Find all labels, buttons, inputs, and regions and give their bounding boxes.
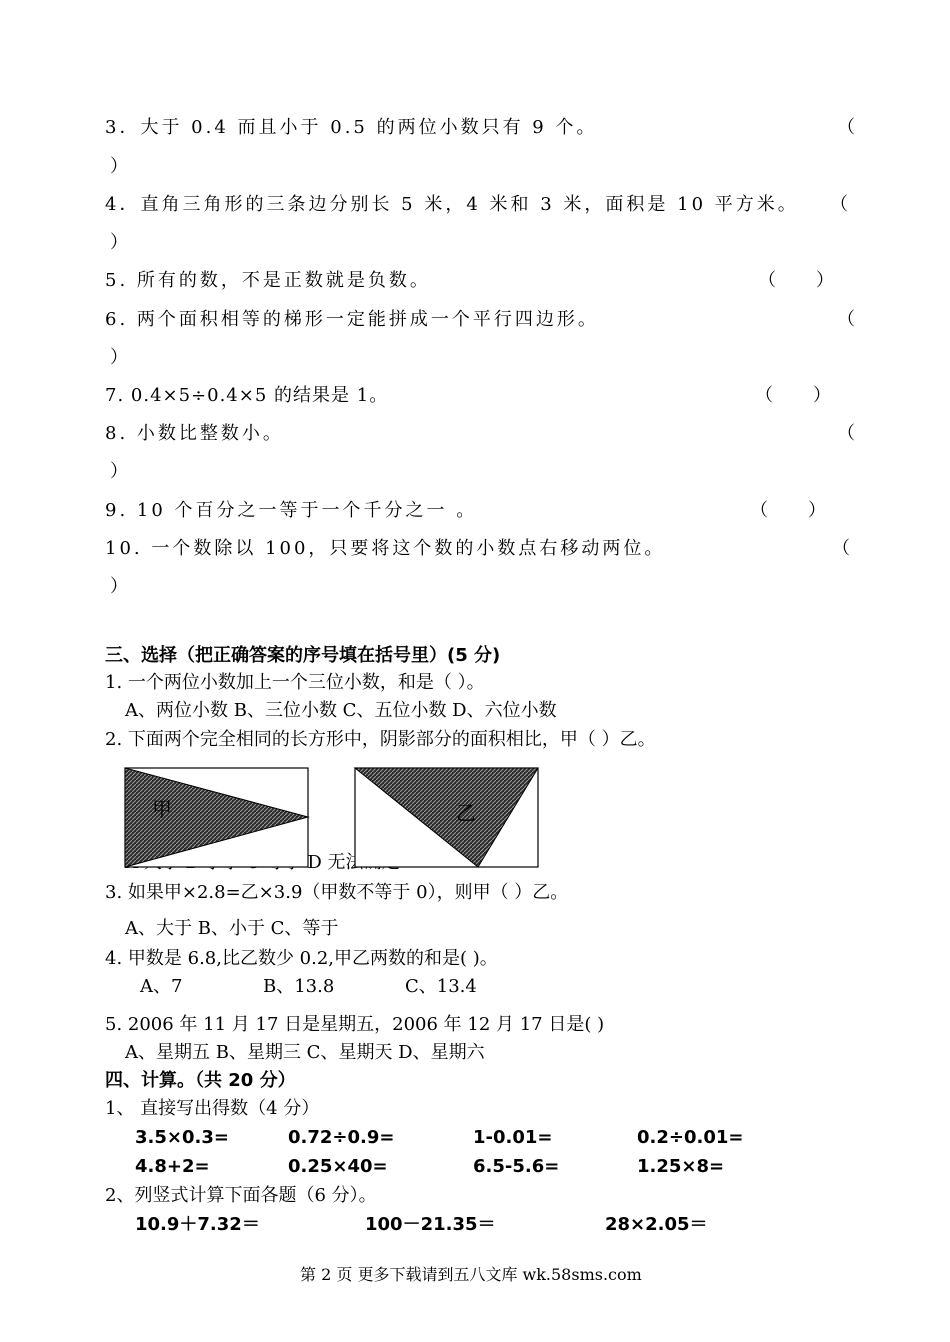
calc-expr: 6.5-5.6= [473,1156,560,1177]
calc-expr: 1.25×8= [637,1156,725,1177]
vertical-calc-expr: 28×2.05＝ [605,1214,708,1235]
paren-close: ） [110,347,128,368]
choice-q3: 3. 如果甲×2.8=乙×3.9（甲数不等于 0），则甲（ ）乙。 [105,882,569,903]
item-text: 3．大于 0.4 而且小于 0.5 的两位小数只有 9 个。 [105,117,598,138]
answer-paren: （ ） [755,385,832,406]
choice-q5-options: A、星期五 B、星期三 C、星期天 D、星期六 [125,1042,485,1063]
item-text: 9. 10 个百分之一等于一个千分之一 。 [105,500,478,521]
section-3-title: 三、选择（把正确答案的序号填在括号里）(5 分) [105,645,501,666]
paren-open: （ [830,194,848,215]
calc-expr: 0.2÷0.01= [637,1127,744,1148]
item-text: 5. 所有的数，不是正数就是负数。 [105,270,431,291]
choice-q1: 1. 一个两位小数加上一个三位小数，和是（ ）。 [105,672,485,693]
calc-expr: 0.25×40= [288,1156,388,1177]
paren-close: ） [110,156,128,177]
item-text: 7. 0.4×5÷0.4×5 的结果是 1。 [105,385,389,406]
vertical-calc-expr: 100－21.35＝ [365,1214,496,1235]
paren-open: （ [837,309,855,330]
choice-q4-option-b: B、13.8 [263,976,335,997]
item-text: 8. 小数比整数小。 [105,423,284,444]
paren-close: ） [110,461,128,482]
answer-paren: （ ） [758,270,835,291]
paren-close: ） [110,232,128,253]
choice-q2: 2. 下面两个完全相同的长方形中，阴影部分的面积相比，甲（ ）乙。 [105,729,656,750]
choice-q5: 5. 2006 年 11 月 17 日是星期五，2006 年 12 月 17 日是( ) [105,1014,605,1035]
paren-close: ） [110,576,128,597]
paren-open: （ [832,538,850,559]
paren-open: （ [837,117,855,138]
calc-sub2-title: 2、列竖式计算下面各题（6 分）。 [105,1185,377,1206]
label-yi: 乙 [456,801,476,825]
calc-expr: 1-0.01= [473,1127,553,1148]
choice-q1-options: A、两位小数 B、三位小数 C、五位小数 D、六位小数 [125,700,557,721]
vertical-calc-expr: 10.9＋7.32＝ [135,1214,260,1235]
calc-expr: 4.8+2= [135,1156,210,1177]
rectangle-yi [355,768,538,867]
calc-expr: 0.72÷0.9= [288,1127,395,1148]
paren-open: （ [837,423,855,444]
answer-paren: （ ） [750,500,827,521]
calc-expr: 3.5×0.3= [135,1127,229,1148]
choice-q4-option-c: C、13.4 [405,976,477,997]
choice-q4-option-a: A、7 [140,976,183,997]
item-text: 4．直角三角形的三条边分别长 5 米，4 米和 3 米，面积是 10 平方米。 [105,194,799,215]
section-4-title: 四、计算。（共 20 分） [105,1070,296,1091]
page-footer: 第 2 页 更多下载请到五八文库 wk.58sms.com [300,1265,642,1284]
item-text: 10. 一个数除以 100，只要将这个数的小数点右移动两位。 [105,538,666,559]
label-jia: 甲 [152,797,172,821]
choice-q3-options: A、大于 B、小于 C、等于 [125,918,339,939]
calc-sub1-title: 1、 直接写出得数（4 分） [105,1098,320,1119]
choice-q4: 4. 甲数是 6.8,比乙数少 0.2,甲乙两数的和是( )。 [105,948,498,969]
item-text: 6. 两个面积相等的梯形一定能拼成一个平行四边形。 [105,309,599,330]
choice-q2-options: D [307,852,322,873]
